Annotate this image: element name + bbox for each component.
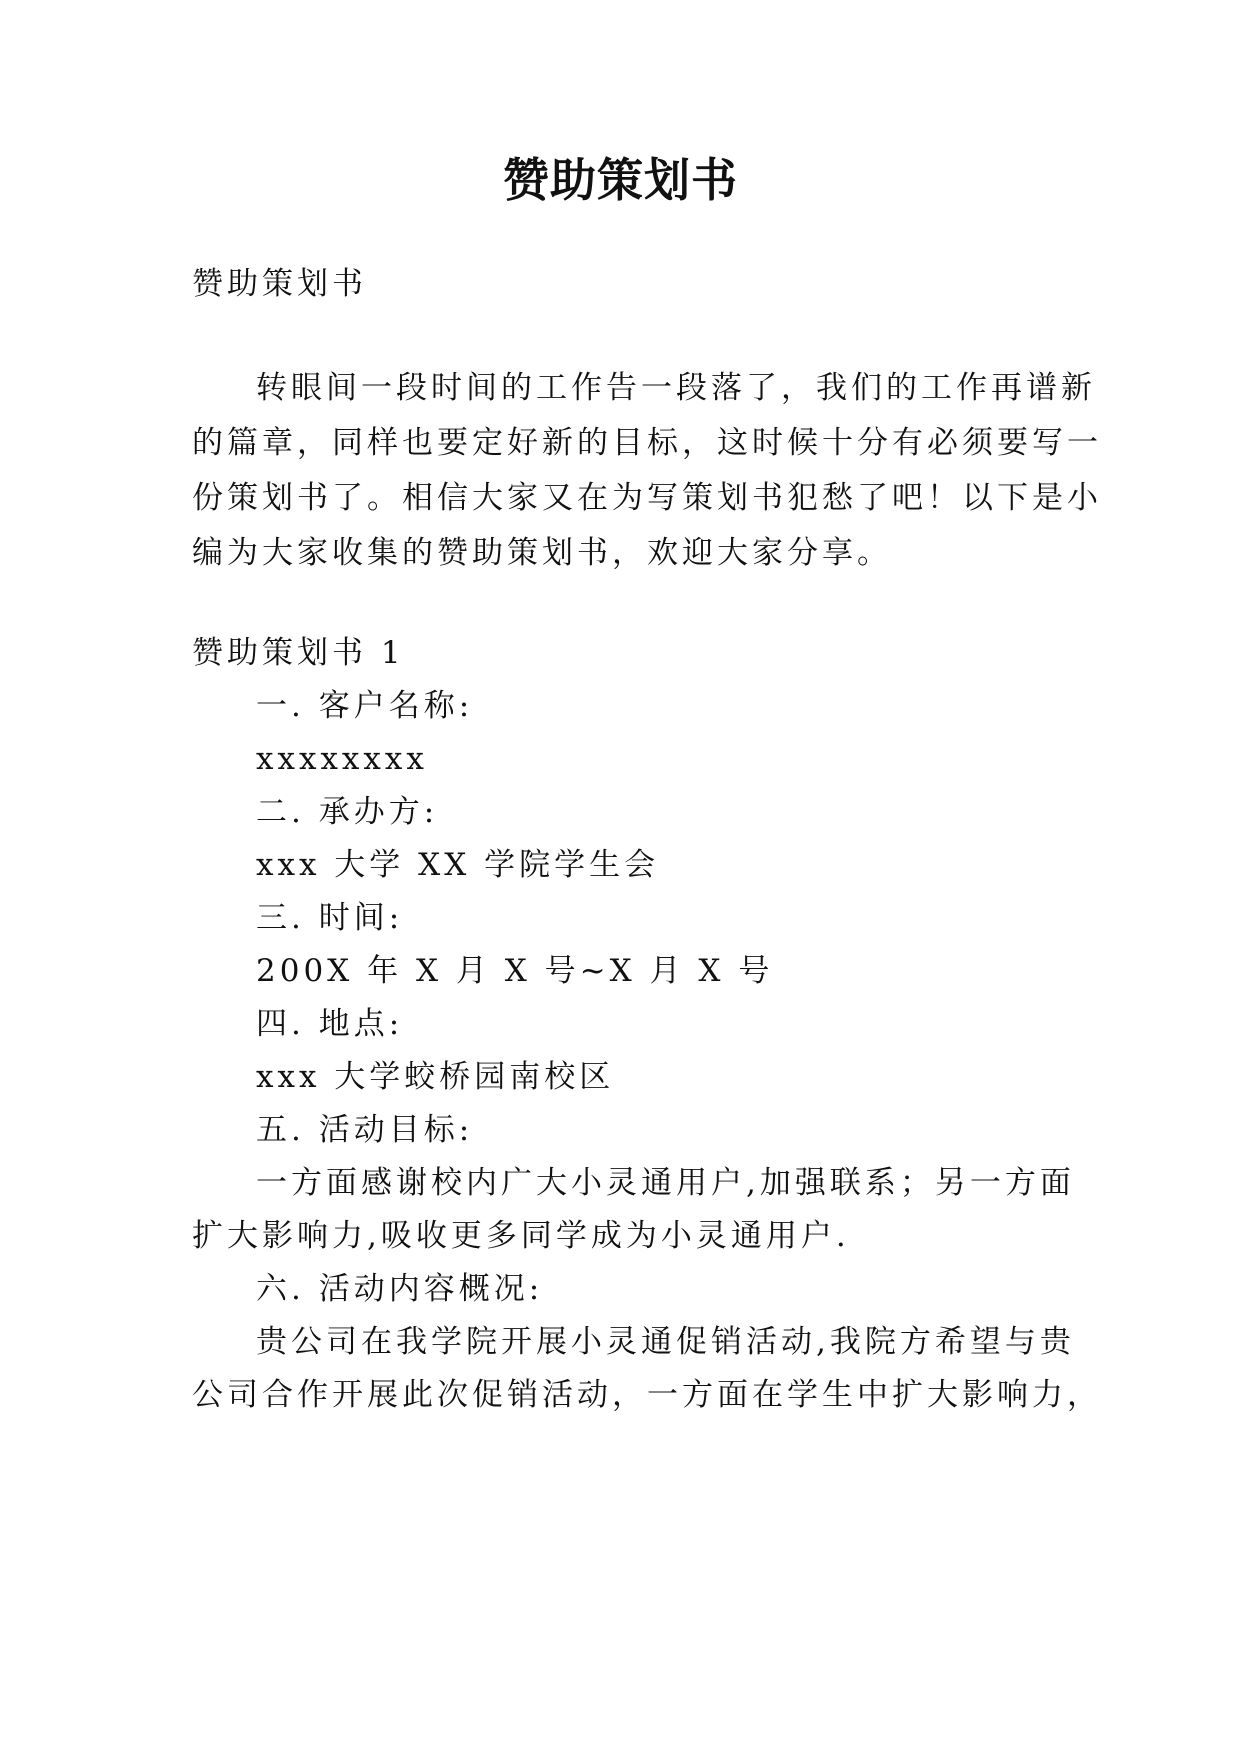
place-label: 四. 地点:	[256, 1006, 404, 1042]
intro-line-3: 份策划书了。相信大家又在为写策划书犯愁了吧！以下是小	[192, 480, 1102, 516]
client-label: 一. 客户名称:	[256, 688, 474, 724]
intro-line-4: 编为大家收集的赞助策划书，欢迎大家分享。	[192, 535, 892, 571]
intro-line-1: 转眼间一段时间的工作告一段落了，我们的工作再谱新	[256, 370, 1096, 406]
document-subtitle: 赞助策划书	[192, 266, 367, 302]
content-line-2: 公司合作开展此次促销活动，一方面在学生中扩大影响力，	[192, 1377, 1102, 1413]
time-value: 200X 年 X 月 X 号~X 月 X 号	[256, 953, 774, 989]
goal-label: 五. 活动目标:	[256, 1112, 474, 1148]
goal-line-2: 扩大影响力,吸收更多同学成为小灵通用户.	[192, 1218, 850, 1254]
organizer-label: 二. 承办方:	[256, 794, 439, 830]
content-label: 六. 活动内容概况:	[256, 1271, 544, 1307]
intro-line-2: 的篇章，同样也要定好新的目标，这时候十分有必须要写一	[192, 425, 1102, 461]
time-label: 三. 时间:	[256, 900, 404, 936]
client-value: xxxxxxxx	[256, 741, 428, 777]
goal-line-1: 一方面感谢校内广大小灵通用户,加强联系；另一方面	[256, 1165, 1075, 1201]
document-title: 赞助策划书	[503, 153, 738, 207]
organizer-value: xxx 大学 XX 学院学生会	[256, 847, 660, 883]
content-line-1: 贵公司在我学院开展小灵通促销活动,我院方希望与贵	[256, 1324, 1075, 1360]
place-value: xxx 大学蛟桥园南校区	[256, 1059, 615, 1095]
section-heading: 赞助策划书 1	[192, 635, 405, 671]
